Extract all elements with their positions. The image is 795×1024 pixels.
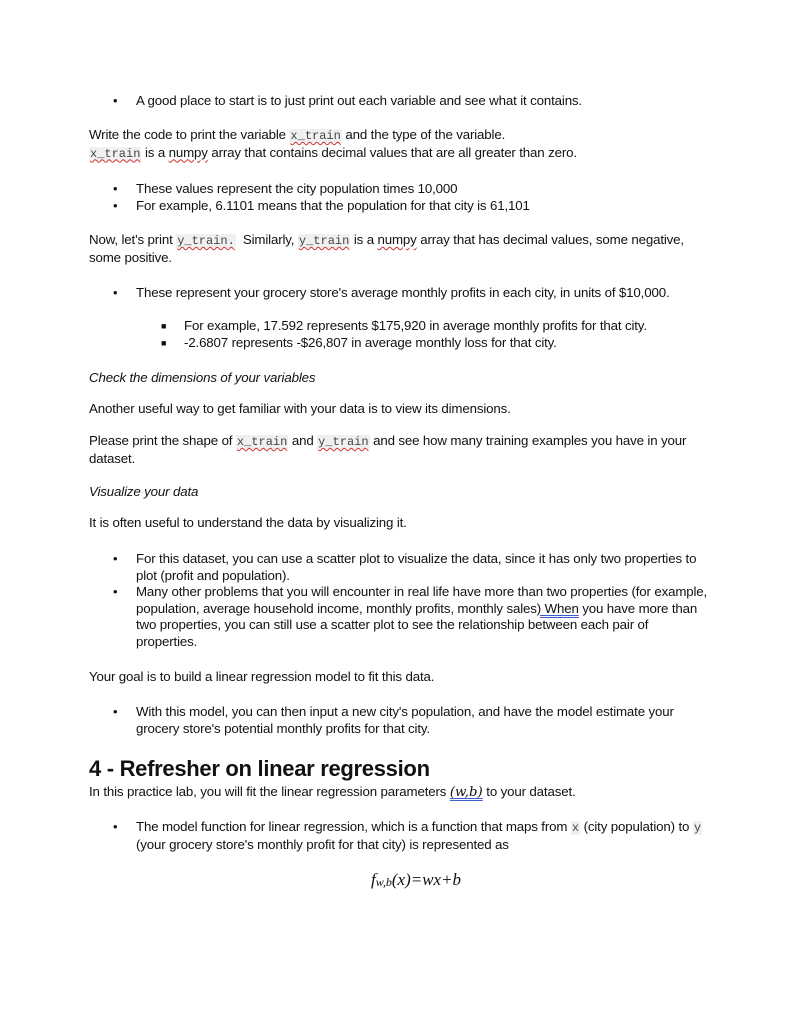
section-heading: 4 - Refresher on linear regression xyxy=(89,756,430,781)
intro-bullet-text: A good place to start is to just print out each variable and see what it contains. xyxy=(136,93,582,108)
print-x-paragraph: Write the code to print the variable x_train and the type of the variable. x_train is a numpy array that contains decimal values that are all greater than zero. xyxy=(89,127,577,161)
square-bullet-icon: ■ xyxy=(161,338,167,348)
bullet-icon: • xyxy=(113,819,118,834)
dimensions-heading: Check the dimensions of your variables xyxy=(89,370,316,385)
square-bullet-icon: ■ xyxy=(161,321,167,331)
code-y-train: y_train xyxy=(318,435,369,449)
print-y-paragraph: Now, let's print y_train. Similarly, y_train is a numpy array that has decimal values, some negative, some positive. xyxy=(89,232,684,265)
visualize-paragraph: It is often useful to understand the data by visualizing it. xyxy=(89,515,407,530)
bullet-icon: • xyxy=(113,584,118,599)
section-intro: In this practice lab, you will fit the linear regression parameters (w,b) to your dataset. xyxy=(89,784,576,800)
code-y-train: y_train xyxy=(298,234,350,248)
goal-paragraph: Your goal is to build a linear regression model to fit this data. xyxy=(89,669,435,684)
bullet-icon: • xyxy=(113,704,118,719)
shape-paragraph: Please print the shape of x_train and y_train and see how many training examples you have in your dataset. xyxy=(89,433,687,466)
code-x-train: x_train xyxy=(236,435,288,449)
spellcheck-word-numpy[interactable]: numpy xyxy=(377,232,417,247)
bullet-icon: • xyxy=(113,93,118,108)
dimensions-paragraph: Another useful way to get familiar with your data is to view its dimensions. xyxy=(89,401,511,416)
params-math[interactable]: (w,b) xyxy=(449,785,483,800)
bullet-icon: • xyxy=(113,181,118,196)
spellcheck-word-numpy[interactable]: numpy xyxy=(168,144,208,160)
grammar-flag[interactable]: ) When xyxy=(536,600,579,616)
code-x-train: x_train xyxy=(290,129,341,143)
bullet-icon: • xyxy=(113,285,118,300)
model-formula: $f_{w,b}(x)=wx+b$ xyxy=(371,870,462,889)
code-y-train: y_train. xyxy=(177,234,235,248)
bullet-icon: • xyxy=(113,198,118,213)
bullet-icon: • xyxy=(113,551,118,566)
visualize-heading: Visualize your data xyxy=(89,484,199,499)
code-x: x xyxy=(571,821,580,835)
code-y: y xyxy=(693,821,702,835)
code-x-train: x_train xyxy=(90,146,141,161)
